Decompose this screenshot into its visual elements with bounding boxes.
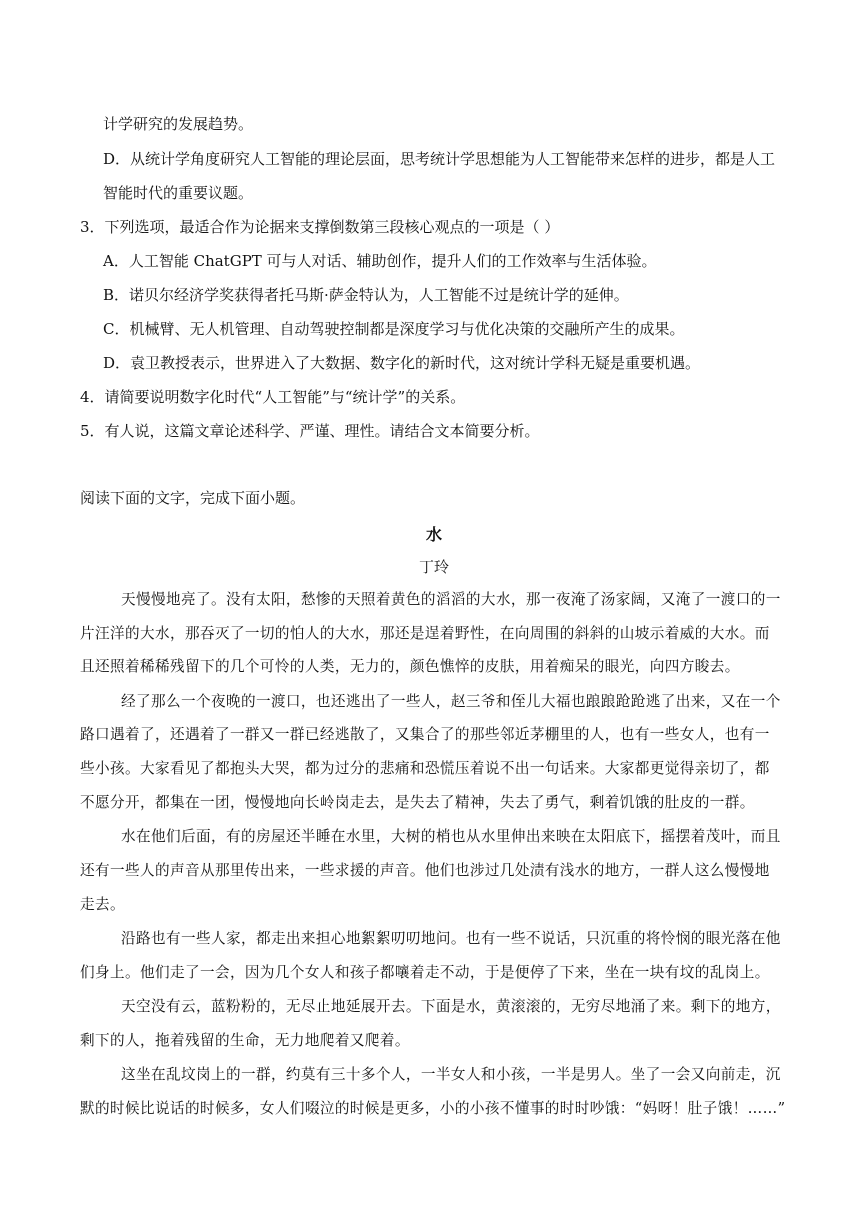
story-title: 水 <box>425 525 442 544</box>
reading-instruction: 阅读下面的文字，完成下面小题。 <box>80 489 306 507</box>
story-line: 不愿分开，都集在一团，慢慢地向长岭岗走去，是失去了精神，失去了勇气，剩着饥饿的肚皮的一群。 <box>80 794 755 811</box>
question-3-option-b: B．诺贝尔经济学奖获得者托马斯·萨金特认为，人工智能不过是统计学的延伸。 <box>103 286 629 304</box>
option-2c-tail: 计学研究的发展趋势。 <box>103 115 254 133</box>
question-3-stem: 3．下列选项，最适合作为论据来支撑倒数第三段核心观点的一项是（ ） <box>80 218 560 236</box>
story-line: 天慢慢地亮了。没有太阳，愁惨的天照着黄色的滔滔的大水，那一夜淹了汤家阔，又淹了一渡口的一 <box>121 591 781 608</box>
option-2d-line1: D．从统计学角度研究人工智能的理论层面，思考统计学思想能为人工智能带来怎样的进步，都是人工 <box>103 150 776 168</box>
question-4: 4．请简要说明数字化时代“人工智能”与“统计学”的关系。 <box>80 388 466 406</box>
story-line: 天空没有云，蓝粉粉的，无尽止地延展开去。下面是水，黄滚滚的，无穷尽地涌了来。剩下的地方， <box>121 998 781 1015</box>
question-3-option-c: C．机械臂、无人机管理、自动驾驶控制都是深度学习与优化决策的交融所产生的成果。 <box>103 320 685 338</box>
story-line: 水在他们后面，有的房屋还半睡在水里，大树的梢也从水里伸出来映在太阳底下，摇摆着茂叶，而且 <box>121 828 781 845</box>
story-line: 片汪洋的大水，那吞灭了一切的怕人的大水，那还是逞着野性，在向周围的斜斜的山坡示着威的大水。而 <box>80 625 770 642</box>
story-line: 些小孩。大家看见了都抱头大哭，都为过分的悲痛和恐慌压着说不出一句话来。大家都更觉得亲切了，都 <box>80 760 770 777</box>
story-line: 们身上。他们走了一会，因为几个女人和孩子都嚷着走不动，于是便停了下来，坐在一块有坟的乱岗上。 <box>80 964 770 981</box>
story-line: 走去。 <box>80 896 125 913</box>
option-2d-line2: 智能时代的重要议题。 <box>103 184 254 202</box>
story-line: 还有一些人的声音从那里传出来，一些求援的声音。他们也涉过几处渍有浅水的地方，一群人这么慢慢地 <box>80 862 770 879</box>
story-line: 默的时候比说话的时候多，女人们啜泣的时候是更多，小的小孩不懂事的时时吵饿：“妈呀！肚子饿！……” <box>80 1100 786 1117</box>
story-line: 路口遇着了，还遇着了一群又一群已经逃散了，又集合了的那些邻近茅棚里的人，也有一些女人，也有一 <box>80 726 770 743</box>
story-author: 丁玲 <box>418 558 449 576</box>
question-5: 5．有人说，这篇文章论述科学、严谨、理性。请结合文本简要分析。 <box>80 422 540 440</box>
story-line: 经了那么一个夜晚的一渡口，也还逃出了一些人，赵三爷和侄儿大福也踉踉跄跄逃了出来，又在一个 <box>121 693 781 710</box>
story-line: 这坐在乱坟岗上的一群，约莫有三十多个人，一半女人和小孩，一半是男人。坐了一会又向前走，沉 <box>121 1066 781 1083</box>
question-3-option-a: A．人工智能 ChatGPT 可与人对话、辅助创作，提升人们的工作效率与生活体验。 <box>103 252 657 270</box>
story-line: 沿路也有一些人家，都走出来担心地絮絮叨叨地问。也有一些不说话，只沉重的将怜悯的眼光落在他 <box>121 930 781 947</box>
story-line: 剩下的人，拖着残留的生命，无力地爬着又爬着。 <box>80 1032 410 1049</box>
story-line: 且还照着稀稀残留下的几个可怜的人类，无力的，颜色憔悴的皮肤，用着痴呆的眼光，向四方睃去。 <box>80 658 740 675</box>
question-3-option-d: D．袁卫教授表示，世界进入了大数据、数字化的新时代，这对统计学科无疑是重要机遇。 <box>103 354 701 372</box>
